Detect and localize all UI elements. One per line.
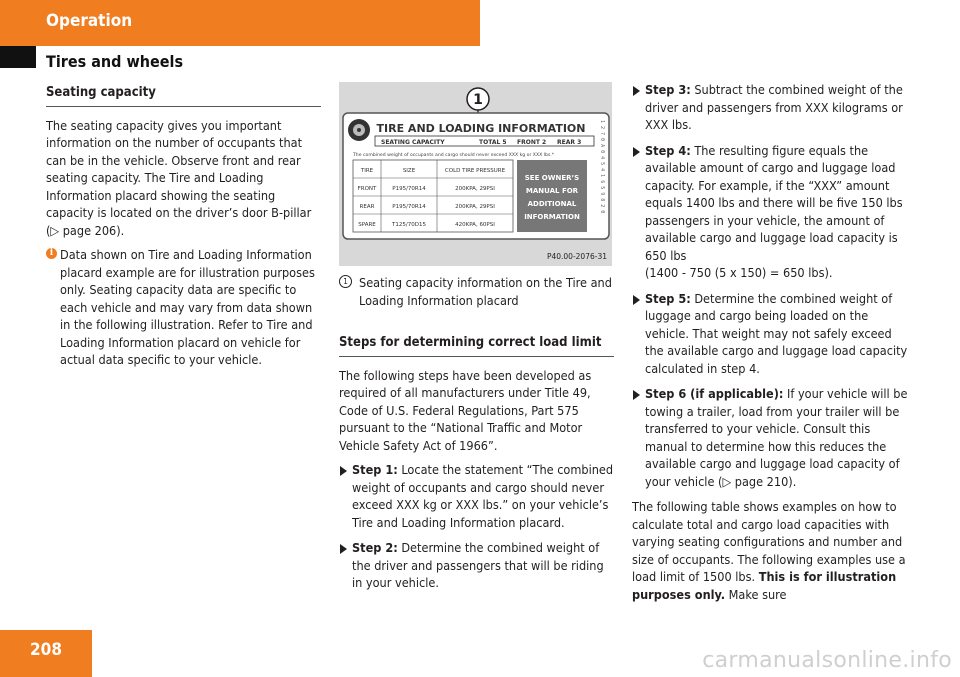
row-rear-size: P195/70R14: [392, 204, 426, 210]
seating-capacity-paragraph: The seating capacity gives you important information on the number of occupants that can be in the vehicle. Observe front and rear seating capacity. The Tire and Loading Information placard showing the seating capacity is located on the driver’s door B-pillar (▷ page 206).: [46, 117, 312, 238]
heading-load-limit: Steps for determining correct load limit: [339, 334, 614, 357]
section-title: Operation: [46, 11, 133, 31]
step-2-label: Step 2:: [352, 540, 398, 555]
load-limit-intro: The following steps have been developed as required of all manufacturers under Title 49, Code of U.S. Federal Regulations, Part 575 pursuant to the “National Traffic and Motor Vehicle Safety Act of 1966”.: [339, 367, 592, 453]
see-owner-line-3: ADDITIONAL: [527, 200, 577, 208]
seating-label: SEATING CAPACITY: [381, 139, 445, 146]
info-icon: i: [46, 248, 57, 259]
row-rear-tire: REAR: [359, 204, 375, 210]
see-owner-line-4: INFORMATION: [524, 213, 580, 221]
step-1: [339, 461, 614, 531]
placard-side-code: 1 2 7 0 A 0 4 5 4 1 6 5 9 8 2 0: [599, 120, 605, 214]
subsection-title: Tires and wheels: [46, 52, 184, 71]
row-front-tire: FRONT: [357, 186, 377, 192]
col-size: SIZE: [402, 168, 416, 174]
seating-front: FRONT 2: [517, 139, 547, 146]
closing-text: The following table shows examples on how to calculate total and cargo load capacities with varying seating configurations and number and size of occupants. The following examples use a load limit of 1500 lbs.: [632, 499, 906, 584]
see-owner-line-2: MANUAL FOR: [525, 187, 579, 195]
step-4-calculation: (1400 - 750 (5 x 150) = 650 lbs).: [645, 265, 833, 280]
step-6: [632, 385, 908, 490]
step-arrow-icon: [340, 466, 347, 476]
placard-figure: [339, 82, 612, 266]
step-5: [632, 290, 908, 378]
step-2: [339, 539, 614, 592]
closing-bold: This is for illustration purposes only.: [632, 569, 897, 602]
step-3: [632, 81, 908, 134]
step-6-label: Step 6 (if applicable):: [645, 386, 784, 401]
step-arrow-icon: [633, 295, 640, 305]
step-5-label: Step 5:: [645, 290, 691, 306]
middle-column: [339, 334, 614, 600]
heading-seating-capacity: Seating capacity: [46, 84, 321, 107]
page-number: 208: [30, 640, 62, 660]
figure-caption: [339, 274, 614, 309]
step-4-label: Step 4:: [645, 142, 691, 158]
col-pressure: COLD TIRE PRESSURE: [444, 168, 506, 174]
step-6-text: If your vehicle will be towing a trailer, load from your trailer will be transferred to your vehicle. Consult this manual to determine how this reduces the available cargo and luggage load capacity of your vehicle (▷ page 210).: [645, 386, 908, 489]
step-5-text: Determine the combined weight of luggage and cargo being loaded on the vehicle. That weight may not safely exceed the available cargo and luggage load capacity calculated in step 4.: [645, 290, 908, 376]
see-owner-line-1: SEE OWNER’S: [524, 174, 580, 182]
info-note: [46, 246, 321, 369]
row-front-size: P195/70R14: [392, 186, 426, 192]
row-spare-pressure: 420KPA, 60PSI: [455, 222, 495, 228]
step-1-label: Step 1:: [352, 462, 398, 477]
combined-weight-line: The combined weight of occupants and cargo should never exceed XXX kg or XXX lbs.*: [353, 153, 555, 158]
info-note-text: Data shown on Tire and Loading Information placard example are for illustration purposes only. Seating capacity data are specific to each vehicle and may vary from data shown in the following illustration. Refer to Tire and Loading Information placard on vehicle for actual data specific to your vehicle.: [60, 247, 315, 367]
caption-number: 1: [339, 275, 352, 288]
right-column: [632, 81, 908, 610]
row-front-pressure: 200KPA, 29PSI: [455, 186, 495, 192]
step-2-text: Determine the combined weight of the driver and passengers that will be riding in your vehicle.: [352, 540, 604, 590]
step-arrow-icon: [633, 390, 640, 400]
section-tab-marker: [0, 46, 36, 68]
row-rear-pressure: 200KPA, 29PSI: [455, 204, 495, 210]
step-1-text: Locate the statement “The combined weight of occupants and cargo should never exceed XXX kg or XXX lbs.” on your vehicle’s Tire and Loading Information placard.: [352, 462, 614, 530]
caption-text: Seating capacity information on the Tire and Loading Information placard: [359, 275, 612, 308]
row-spare-size: T125/70D15: [392, 222, 426, 228]
left-column: [46, 84, 321, 369]
step-arrow-icon: [633, 86, 640, 96]
row-spare-tire: SPARE: [358, 222, 376, 228]
step-arrow-icon: [633, 147, 640, 157]
seating-rear: REAR 3: [557, 139, 582, 146]
step-4: [632, 142, 908, 282]
placard-title: TIRE AND LOADING INFORMATION: [376, 122, 586, 135]
step-4-text: The resulting figure equals the available amount of cargo and luggage load capacity. For example, if the “XXX” amount equals 1400 lbs and there will be five 150 lbs passengers in your vehicle, the amount of available cargo and luggage load capacity is 650 lbs: [645, 142, 903, 263]
figure-reference: P40.00-2076-31: [546, 252, 607, 261]
col-tire: TIRE: [360, 168, 374, 174]
closing-tail: Make sure: [725, 586, 787, 602]
watermark: carmanualsonline.info: [702, 648, 952, 673]
closing-paragraph: [632, 498, 908, 603]
step-3-label: Step 3:: [645, 82, 691, 97]
step-arrow-icon: [340, 544, 347, 554]
step-3-text: Subtract the combined weight of the driver and passengers from XXX kilograms or XXX lbs.: [645, 82, 903, 132]
figure-callout: 1: [473, 92, 483, 108]
seating-total: TOTAL 5: [479, 139, 507, 146]
